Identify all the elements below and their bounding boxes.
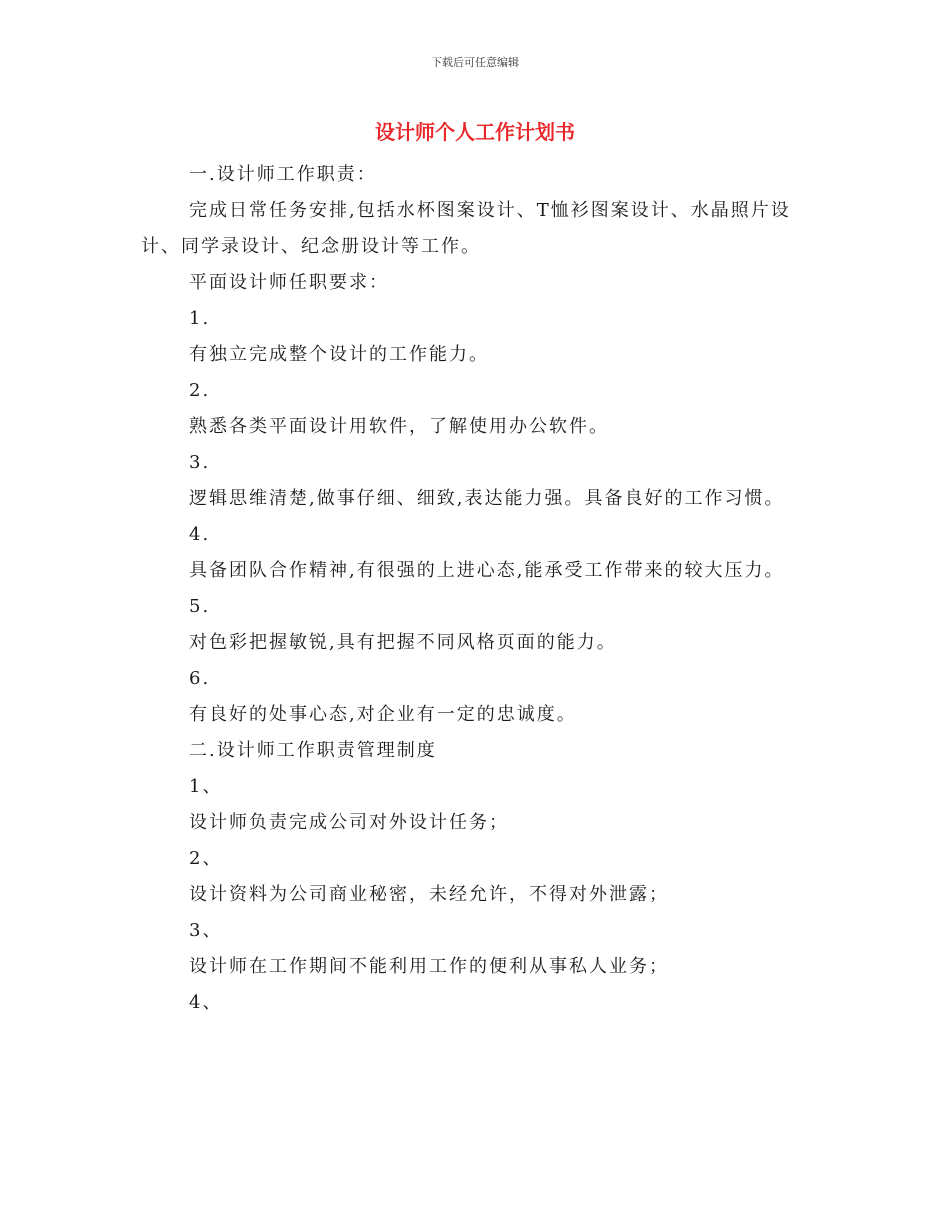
- paragraph: 2.: [189, 380, 211, 401]
- paragraph: 6.: [189, 668, 211, 689]
- paragraph: 熟悉各类平面设计用软件，了解使用办公软件。: [189, 416, 609, 437]
- paragraph: 3、: [189, 920, 223, 941]
- paragraph: 设计资料为公司商业秘密，未经允许，不得对外泄露；: [189, 884, 669, 905]
- paragraph: 有良好的处事心态,对企业有一定的忠诚度。: [189, 704, 577, 725]
- paragraph: 有独立完成整个设计的工作能力。: [189, 344, 489, 365]
- paragraph: 设计师负责完成公司对外设计任务；: [189, 812, 509, 833]
- paragraph: 设计师在工作期间不能利用工作的便利从事私人业务；: [189, 956, 669, 977]
- header-note: 下载后可任意编辑: [431, 56, 519, 69]
- paragraph: 2、: [189, 848, 223, 869]
- paragraph: 二.设计师工作职责管理制度: [189, 740, 437, 761]
- paragraph: 1.: [189, 308, 211, 329]
- paragraph: 5.: [189, 596, 211, 617]
- document-body: [141, 157, 811, 1021]
- paragraph: 4、: [189, 992, 223, 1013]
- paragraph: 完成日常任务安排,包括水杯图案设计、T恤衫图案设计、水晶照片设计、同学录设计、纪念册设计等工作。: [141, 200, 791, 257]
- document-title: 设计师个人工作计划书: [375, 120, 575, 144]
- paragraph: 一.设计师工作职责：: [189, 164, 377, 185]
- paragraph: 3.: [189, 452, 211, 473]
- paragraph: 具备团队合作精神,有很强的上进心态,能承受工作带来的较大压力。: [189, 560, 785, 581]
- paragraph: 4.: [189, 524, 211, 545]
- paragraph: 对色彩把握敏锐,具有把握不同风格页面的能力。: [189, 632, 617, 653]
- paragraph: 1、: [189, 776, 223, 797]
- paragraph: 逻辑思维清楚,做事仔细、细致,表达能力强。具备良好的工作习惯。: [189, 488, 785, 509]
- paragraph: 平面设计师任职要求：: [189, 272, 389, 293]
